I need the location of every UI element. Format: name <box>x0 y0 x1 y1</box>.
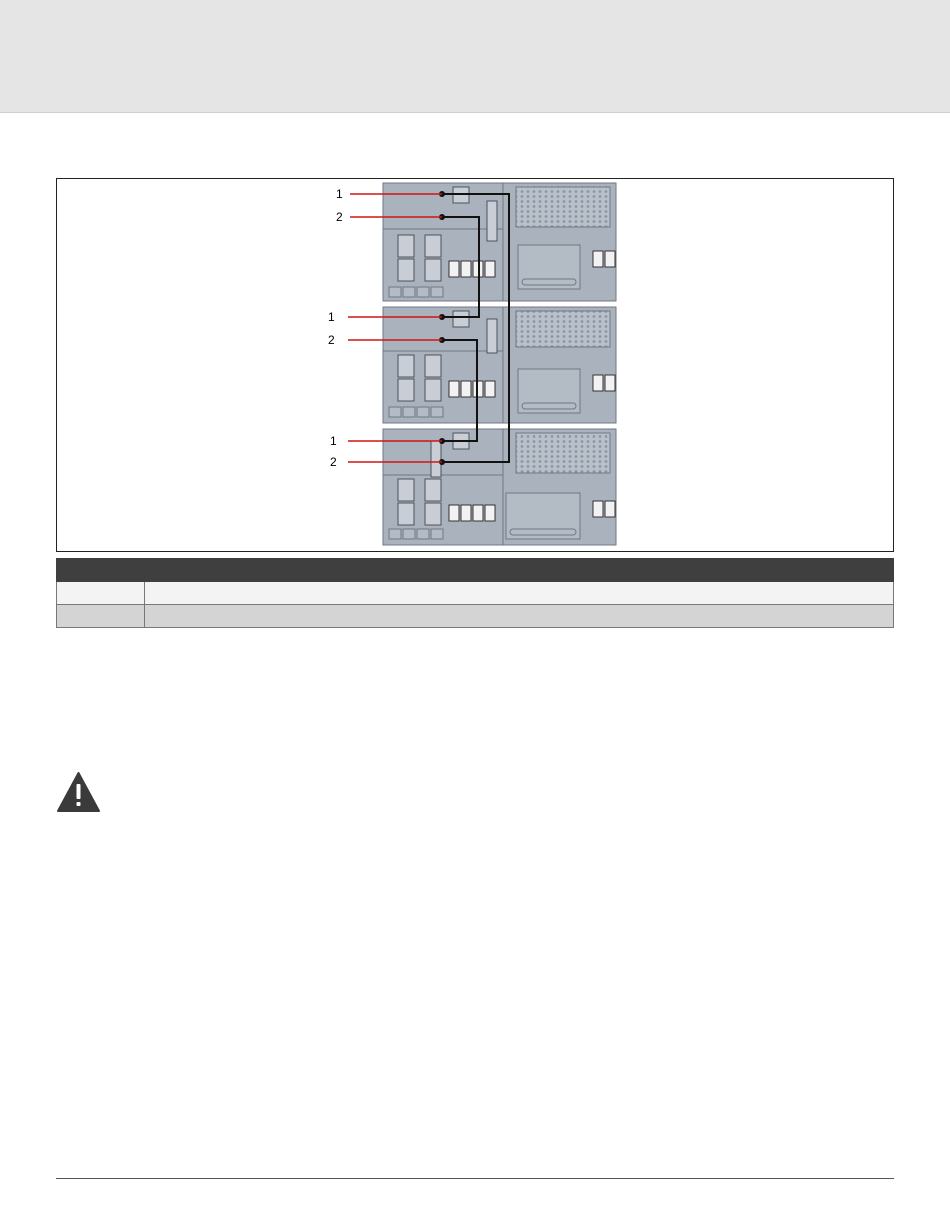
ups-unit-top <box>383 183 616 301</box>
page-header-band <box>0 0 950 113</box>
footer-divider <box>56 1178 894 1179</box>
table-header-row <box>57 559 894 582</box>
callout-label: 1 <box>330 434 337 448</box>
callout-label: 2 <box>330 455 337 469</box>
column-header-description <box>145 559 894 582</box>
cell-item <box>57 582 145 605</box>
callout-legend-table <box>56 558 894 628</box>
warning-triangle-icon <box>57 772 100 812</box>
ups-parallel-diagram <box>57 179 893 551</box>
column-header-item <box>57 559 145 582</box>
parallel-wiring-figure <box>56 178 894 552</box>
table-row <box>57 582 894 605</box>
callout-label: 1 <box>328 310 335 324</box>
callout-label: 2 <box>328 333 335 347</box>
callout-label: 2 <box>336 210 343 224</box>
ups-unit-bottom <box>383 429 616 545</box>
cell-description <box>145 582 894 605</box>
cell-item <box>57 605 145 628</box>
table-row <box>57 605 894 628</box>
callout-label: 1 <box>336 187 343 201</box>
cell-description <box>145 605 894 628</box>
ups-unit-middle <box>383 307 616 423</box>
